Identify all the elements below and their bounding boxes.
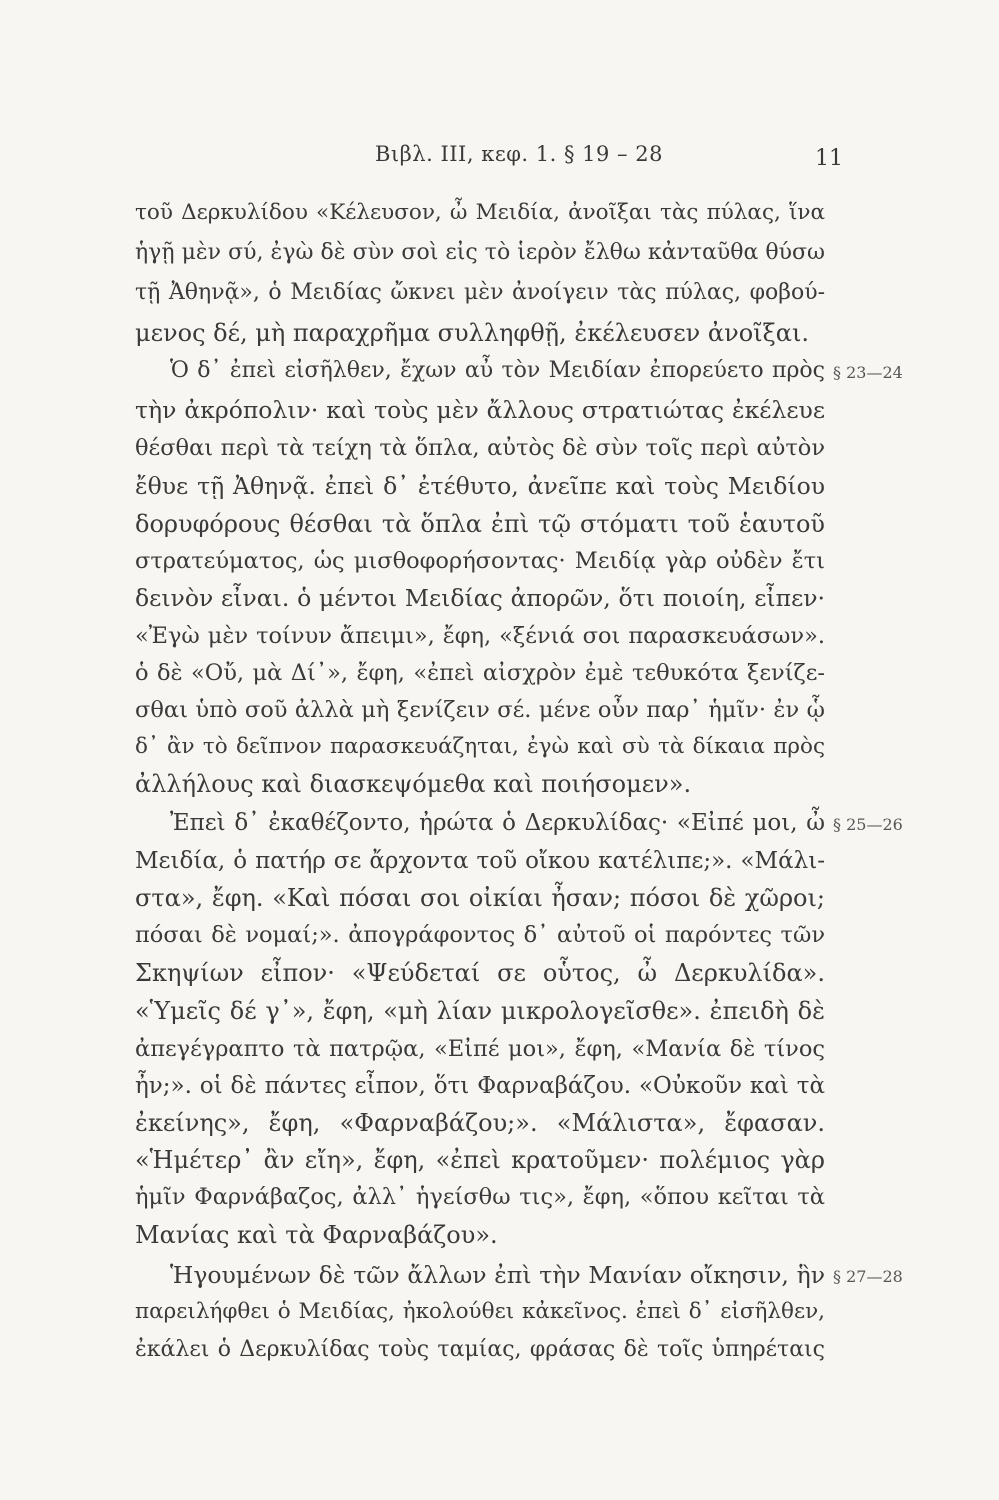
text-line: ἀλλήλους καὶ διασκεψόμεθα καὶ ποιήσομεν». xyxy=(135,770,692,798)
running-head: Βιβλ. III, κεφ. 1. § 19 – 28 xyxy=(375,142,663,166)
margin-ref: § 25—26 xyxy=(833,815,903,834)
text-line: τῇ Ἀθηνᾷ», ὁ Μειδίας ὤκνει μὲν ἀνοίγειν τὰς πύλας, φοβού- xyxy=(135,280,825,305)
text-line: Ἡγουμένων δὲ τῶν ἄλλων ἐπὶ τὴν Μανίαν οἴκησιν, ἣν xyxy=(170,1261,825,1289)
text-line: θέσθαι περὶ τὰ τείχη τὰ ὅπλα, αὐτὸς δὲ σὺν τοῖς περὶ αὐτὸν xyxy=(135,435,825,461)
text-line: Ἐπεὶ δ᾽ ἐκαθέζοντο, ἠρώτα ὁ Δερκυλίδας· «Εἰπέ μοι, ὦ xyxy=(170,810,825,836)
text-line: στα», ἔφη. «Καὶ πόσαι σοι οἰκίαι ἦσαν; πόσοι δὲ χῶροι; xyxy=(135,884,825,912)
text-line: πόσαι δὲ νομαί;». ἀπογράφοντος δ᾽ αὐτοῦ οἱ παρόντες τῶν xyxy=(135,922,825,948)
text-line: μενος δέ, μὴ παραχρῆμα συλληφθῇ, ἐκέλευσεν ἀνοῖξαι. xyxy=(135,319,810,347)
page-number: 11 xyxy=(815,146,843,171)
text-line: παρειλήφθει ὁ Μειδίας, ἠκολούθει κἀκεῖνος. ἐπεὶ δ᾽ εἰσῆλθεν, xyxy=(135,1299,825,1324)
text-line: ὁ δὲ «Οὔ, μὰ Δί᾽», ἔφη, «ἐπεὶ αἰσχρὸν ἐμὲ τεθυκότα ξενίζε- xyxy=(135,660,825,686)
text-line: ἐκάλει ὁ Δερκυλίδας τοὺς ταμίας, φράσας δὲ τοῖς ὑπηρέταις xyxy=(135,1337,825,1362)
text-line: Σκηψίων εἶπον· «Ψεύδεταί σε οὗτος, ὦ Δερκυλίδα». xyxy=(135,959,825,987)
text-line: «Ἡμέτερ᾽ ἂν εἴη», ἔφη, «ἐπεὶ κρατοῦμεν· πολέμιος γὰρ xyxy=(135,1146,825,1174)
text-line: ἐκείνης», ἔφη, «Φαρναβάζου;». «Μάλιστα», ἔφασαν. xyxy=(135,1109,825,1137)
text-line: δορυφόρους θέσθαι τὰ ὅπλα ἐπὶ τῷ στόματι τοῦ ἑαυτοῦ xyxy=(135,510,825,538)
text-line: ἡγῇ μὲν σύ, ἐγὼ δὲ σὺν σοὶ εἰς τὸ ἱερὸν ἔλθω κἀνταῦθα θύσω xyxy=(135,240,825,265)
text-line: Ὁ δ᾽ ἐπεὶ εἰσῆλθεν, ἔχων αὖ τὸν Μειδίαν ἐπορεύετο πρὸς xyxy=(170,358,825,383)
text-line: ἦν;». οἱ δὲ πάντες εἶπον, ὅτι Φαρναβάζου. «Οὐκοῦν καὶ τὰ xyxy=(135,1073,825,1099)
text-line: ἀπεγέγραπτο τὰ πατρῷα, «Εἰπέ μοι», ἔφη, «Μανία δὲ τίνος xyxy=(135,1036,825,1062)
text-line: σθαι ὑπὸ σοῦ ἀλλὰ μὴ ξενίζειν σέ. μένε οὖν παρ᾽ ἡμῖν· ἐν ᾧ xyxy=(135,697,825,723)
margin-ref: § 27—28 xyxy=(833,1267,903,1286)
text-line: δεινὸν εἶναι. ὁ μέντοι Μειδίας ἀπορῶν, ὅτι ποιοίη, εἶπεν· xyxy=(135,584,825,612)
text-line: τοῦ Δερκυλίδου «Κέλευσον, ὦ Μειδία, ἀνοῖξαι τὰς πύλας, ἵνα xyxy=(135,200,825,225)
text-line: στρατεύματος, ὡς μισθοφορήσοντας· Μειδίᾳ γὰρ οὐδὲν ἔτι xyxy=(135,548,825,574)
text-line: «Ἐγὼ μὲν τοίνυν ἄπειμι», ἔφη, «ξένιά σοι παρασκευάσων». xyxy=(135,623,825,649)
text-line: ἔθυε τῇ Ἀθηνᾷ. ἐπεὶ δ᾽ ἐτέθυτο, ἀνεῖπε καὶ τοὺς Μειδίου xyxy=(135,472,825,500)
text-line: δ᾽ ἂν τὸ δεῖπνον παρασκευάζηται, ἐγὼ καὶ σὺ τὰ δίκαια πρὸς xyxy=(135,734,825,759)
text-line: τὴν ἀκρόπολιν· καὶ τοὺς μὲν ἄλλους στρατιώτας ἐκέλευε xyxy=(135,396,825,424)
text-line: Μειδία, ὁ πατήρ σε ἄρχοντα τοῦ οἴκου κατέλιπε;». «Μάλι- xyxy=(135,848,825,874)
text-line: ἡμῖν Φαρνάβαζος, ἀλλ᾽ ἡγείσθω τις», ἔφη, «ὅπου κεῖται τὰ xyxy=(135,1184,825,1210)
text-line: «Ὑμεῖς δέ γ᾽», ἔφη, «μὴ λίαν μικρολογεῖσθε». ἐπειδὴ δὲ xyxy=(135,997,825,1025)
margin-ref: § 23—24 xyxy=(833,363,903,382)
text-line: Μανίας καὶ τὰ Φαρναβάζου». xyxy=(135,1221,498,1249)
